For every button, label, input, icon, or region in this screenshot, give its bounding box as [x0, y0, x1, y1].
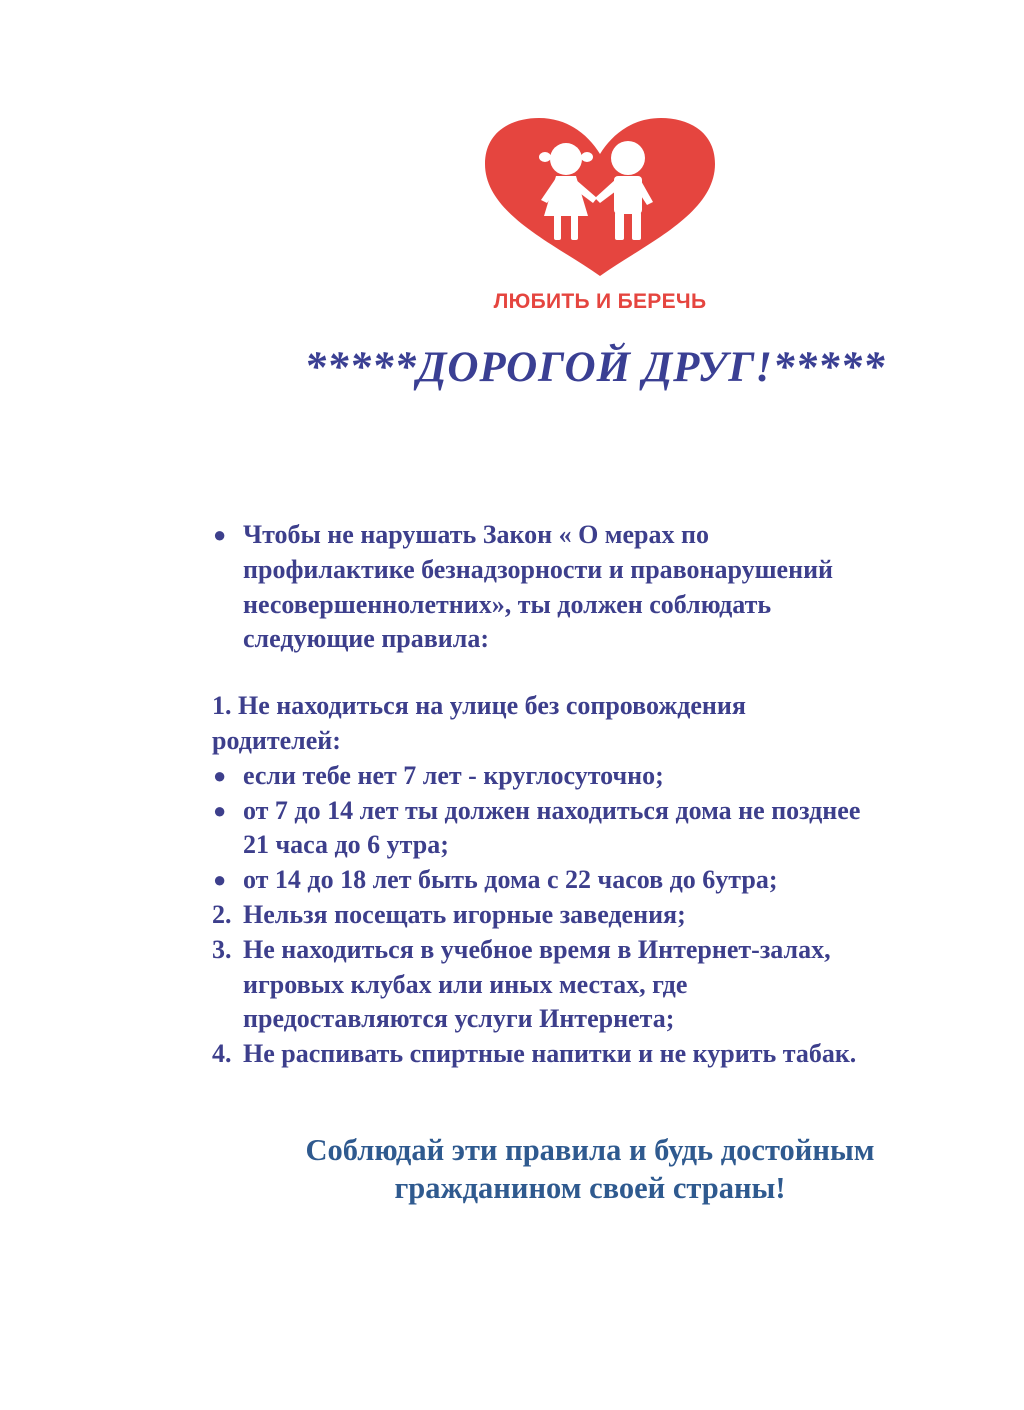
- intro-paragraph: ● Чтобы не нарушать Закон « О мерах по профилактике безнадзорности и правонарушений несовершеннолетних», ты должен соблюдать следующие правила:: [213, 520, 834, 654]
- age-limit-item: ● от 14 до 18 лет быть дома с 22 часов до 6утра;: [212, 863, 992, 898]
- age-limit-item: ● от 7 до 14 лет ты должен находиться дома не позднее 21 часа до 6 утра;: [213, 795, 861, 860]
- heart-children-icon: [475, 112, 725, 282]
- closing-message: Соблюдай эти правила и будь достойным гражданином своей страны!: [305, 1133, 875, 1205]
- rule-3: 3. Не находиться в учебное время в Интернет-залах, игровых клубах или иных местах, где предоставляются услуги Интернета;: [212, 934, 831, 1034]
- bullet-icon: ●: [213, 867, 227, 893]
- rule-4: 4. Не распивать спиртные напитки и не курить табак.: [212, 1039, 857, 1069]
- age-limit-item: ● если тебе нет 7 лет - круглосуточно;: [212, 759, 992, 794]
- rule-1: 1. Не находиться на улице без сопровождения родителей:: [212, 691, 746, 755]
- page-title: *****ДОРОГОЙ ДРУГ!*****: [304, 344, 886, 391]
- bullet-icon: ●: [213, 522, 227, 547]
- bullet-icon: ●: [213, 762, 227, 788]
- rules-block: [212, 518, 992, 1072]
- logo-caption: ЛЮБИТЬ И БЕРЕЧЬ: [493, 290, 707, 313]
- bullet-icon: ●: [213, 797, 227, 823]
- rule-2: 2. Нельзя посещать игорные заведения;: [212, 899, 686, 929]
- logo: [475, 112, 725, 322]
